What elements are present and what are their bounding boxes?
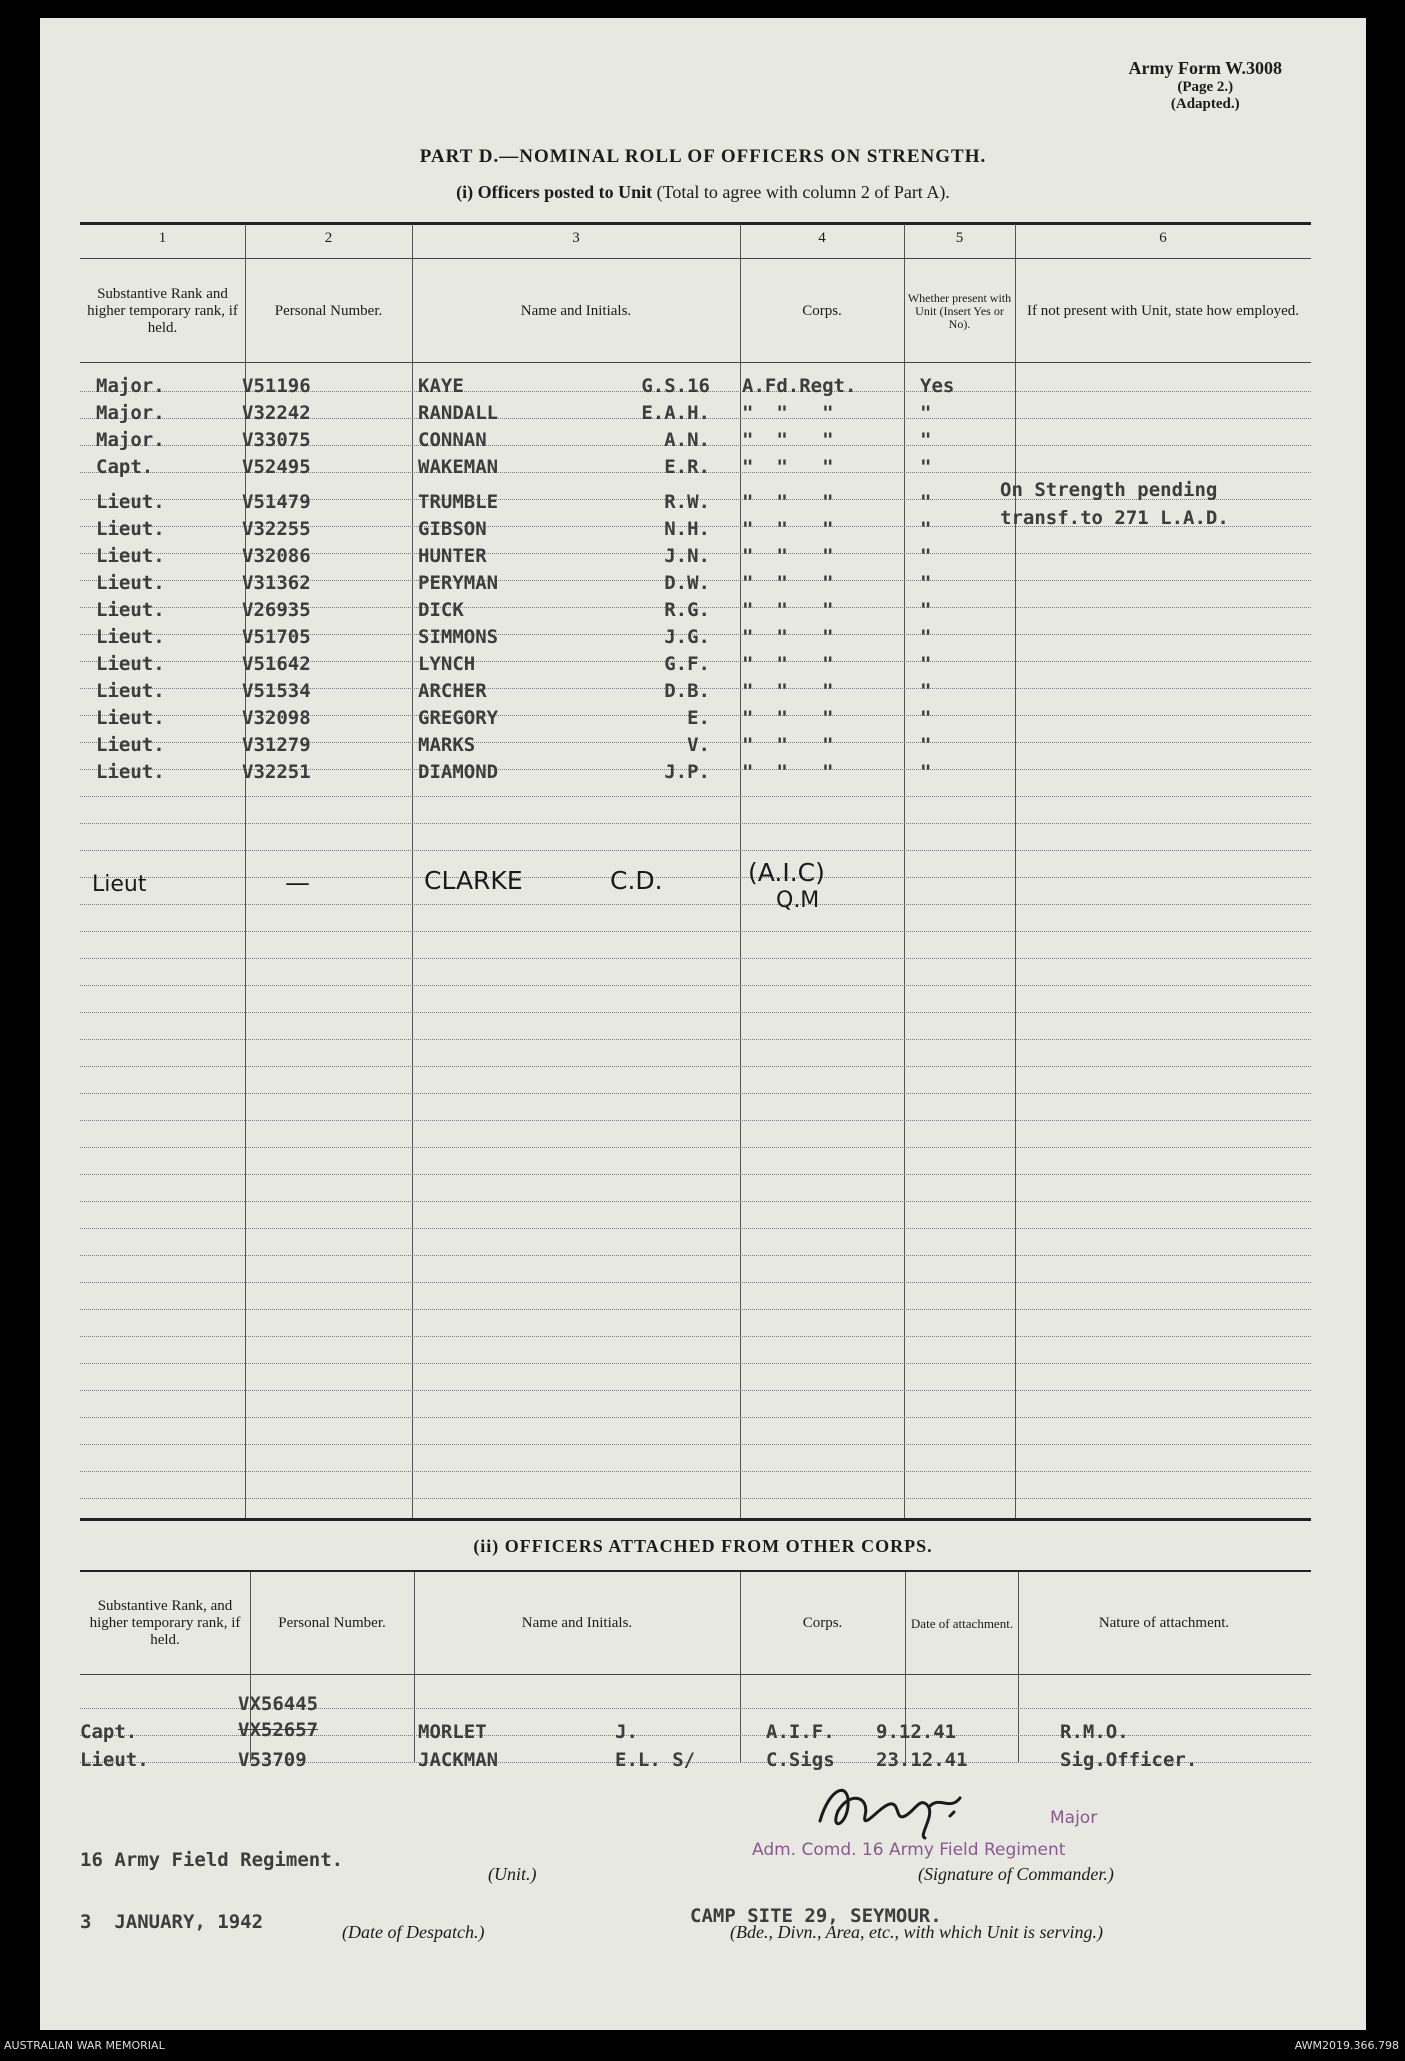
officer-initials: G.S.16 xyxy=(641,375,710,397)
officer-initials: E. xyxy=(687,707,710,729)
officer-initials: V. xyxy=(687,734,710,756)
attached-corps: C.Sigs xyxy=(766,1749,835,1771)
col-header-present: Whether present with Unit (Insert Yes or No). xyxy=(907,290,1012,331)
officer-present: " xyxy=(920,653,932,675)
officer-name: LYNCH xyxy=(418,653,476,675)
officer-rank: Lieut. xyxy=(96,653,165,675)
form-number: Army Form W.3008 xyxy=(1128,58,1282,78)
location-value: CAMP SITE 29, SEYMOUR. xyxy=(690,1905,942,1927)
officer-rank: Major. xyxy=(96,402,165,424)
officer-rank: Lieut. xyxy=(96,491,165,513)
officer-corps: " " " xyxy=(742,707,834,729)
attached-number: VX56445 xyxy=(238,1693,319,1715)
section-divider xyxy=(80,1518,1311,1521)
officer-corps: " " " xyxy=(742,572,834,594)
attached-corps: A.I.F. xyxy=(766,1721,835,1743)
officer-present: Yes xyxy=(920,375,955,397)
officer-number: V52495 xyxy=(242,456,311,478)
employed-note-line-2: transf.to 271 L.A.D. xyxy=(1000,507,1229,529)
officer-corps: " " " xyxy=(742,456,834,478)
officer-number: V32255 xyxy=(242,518,311,540)
officer-rank: Lieut. xyxy=(96,572,165,594)
officer-name: DIAMOND xyxy=(418,761,499,783)
officer-initials: J.G. xyxy=(664,626,710,648)
officer-present: " xyxy=(920,456,932,478)
officer-initials: J.P. xyxy=(664,761,710,783)
officer-number: V51479 xyxy=(242,491,311,513)
archive-reference: AWM2019.366.798 xyxy=(1294,2039,1399,2052)
officer-number: V32086 xyxy=(242,545,311,567)
commander-signature xyxy=(810,1776,980,1846)
officer-corps: A.Fd.Regt. xyxy=(742,375,857,397)
despatch-date-label: (Date of Despatch.) xyxy=(342,1922,485,1942)
officer-initials: N.H. xyxy=(664,518,710,540)
officer-number: V51642 xyxy=(242,653,311,675)
col-header-ii-number: Personal Number. xyxy=(278,1614,386,1631)
handwritten-number: — xyxy=(285,868,310,897)
officer-present: " xyxy=(920,734,932,756)
officer-rank: Major. xyxy=(96,429,165,451)
attached-rank: Capt. xyxy=(80,1721,138,1743)
officer-name: GREGORY xyxy=(418,707,499,729)
col-number: 1 xyxy=(158,230,167,246)
col-header-ii-rank: Substantive Rank, and higher temporary rank, if held. xyxy=(89,1597,241,1648)
col-number: 4 xyxy=(818,230,826,246)
unit-label: (Unit.) xyxy=(488,1864,537,1884)
section-i-title xyxy=(40,182,1366,203)
officer-rank: Lieut. xyxy=(96,599,165,621)
attached-name: JACKMAN xyxy=(418,1749,499,1771)
attached-date: 23.12.41 xyxy=(876,1749,968,1771)
table-top-rule xyxy=(80,222,1311,225)
officer-corps: " " " xyxy=(742,545,834,567)
section-i-title-bold: (i) Officers posted to Unit xyxy=(456,182,653,202)
officer-corps: " " " xyxy=(742,429,834,451)
col-separator xyxy=(414,1572,415,1762)
officer-number: V31279 xyxy=(242,734,311,756)
part-d-title: PART D.—NOMINAL ROLL OF OFFICERS ON STRENGTH. xyxy=(419,146,987,167)
col-header-ii-corps: Corps. xyxy=(802,1614,843,1631)
attached-number: V53709 xyxy=(238,1749,307,1771)
col-header-employed: If not present with Unit, state how employed. xyxy=(1026,302,1300,319)
officer-name: ARCHER xyxy=(418,680,487,702)
officer-name: GIBSON xyxy=(418,518,487,540)
officer-number: V26935 xyxy=(242,599,311,621)
attached-rank: Lieut. xyxy=(80,1749,149,1771)
officer-rank: Lieut. xyxy=(96,545,165,567)
officer-corps: " " " xyxy=(742,491,834,513)
officer-number: V51705 xyxy=(242,626,311,648)
officer-initials: G.F. xyxy=(664,653,710,675)
header-rule xyxy=(80,258,1311,259)
archive-credit: AUSTRALIAN WAR MEMORIAL xyxy=(4,2039,165,2052)
officer-present: " xyxy=(920,491,932,513)
officer-name: RANDALL xyxy=(418,402,499,424)
col-header-number: Personal Number. xyxy=(274,302,383,319)
form-page xyxy=(40,18,1366,2030)
handwritten-rank: Lieut xyxy=(92,872,147,897)
officer-corps: " " " xyxy=(742,680,834,702)
header-bottom-rule xyxy=(80,362,1311,363)
col-header-ii-nature: Nature of attachment. xyxy=(1098,1614,1230,1631)
officer-present: " xyxy=(920,680,932,702)
handwritten-name: CLARKE xyxy=(424,866,523,895)
officer-rank: Major. xyxy=(96,375,165,397)
officer-corps: " " " xyxy=(742,402,834,424)
handwritten-corps: (A.I.C) xyxy=(748,858,825,887)
officer-name: PERYMAN xyxy=(418,572,499,594)
form-identifier xyxy=(1129,58,1282,113)
section-ii-top-rule xyxy=(80,1570,1311,1572)
officer-initials: J.N. xyxy=(664,545,710,567)
officer-present: " xyxy=(920,429,932,451)
officer-number: V51196 xyxy=(242,375,311,397)
form-page-number: (Page 2.) xyxy=(1177,79,1234,95)
stamp-rank: Major xyxy=(1050,1808,1098,1828)
despatch-date-value: 3 JANUARY, 1942 xyxy=(80,1911,264,1933)
officer-present: " xyxy=(920,626,932,648)
officer-present: " xyxy=(920,518,932,540)
col-number: 2 xyxy=(324,230,333,246)
officer-name: SIMMONS xyxy=(418,626,499,648)
attached-initials: J. xyxy=(615,1721,638,1743)
officer-initials: D.B. xyxy=(664,680,710,702)
col-separator xyxy=(1018,1572,1019,1762)
col-number: 3 xyxy=(572,230,580,246)
officer-number: V32242 xyxy=(242,402,311,424)
struck-number: VX52657 xyxy=(238,1719,319,1741)
officer-initials: D.W. xyxy=(664,572,710,594)
col-header-ii-date: Date of attachment. xyxy=(910,1615,1014,1631)
section-i-title-rest: (Total to agree with column 2 of Part A). xyxy=(652,182,950,202)
officer-corps: " " " xyxy=(742,761,834,783)
officer-initials: A.N. xyxy=(664,429,710,451)
officer-number: V51534 xyxy=(242,680,311,702)
form-adapted-note: (Adapted.) xyxy=(1170,96,1240,112)
col-header-ii-name: Name and Initials. xyxy=(521,1614,633,1631)
officer-number: V32098 xyxy=(242,707,311,729)
officer-corps: " " " xyxy=(742,653,834,675)
location-label: (Bde., Divn., Area, etc., with which Unit is serving.) xyxy=(730,1922,1103,1942)
section-ii-title: (ii) OFFICERS ATTACHED FROM OTHER CORPS. xyxy=(473,1536,933,1556)
col-number: 6 xyxy=(1159,230,1167,246)
handwritten-corps-qm: Q.M xyxy=(776,888,820,913)
col-header-name: Name and Initials. xyxy=(520,302,632,319)
attached-nature: R.M.O. xyxy=(1060,1721,1129,1743)
officer-present: " xyxy=(920,572,932,594)
col-header-rank: Substantive Rank and higher temporary rank, if held. xyxy=(87,285,238,336)
officer-name: HUNTER xyxy=(418,545,487,567)
officer-number: V33075 xyxy=(242,429,311,451)
officer-rank: Lieut. xyxy=(96,734,165,756)
officer-present: " xyxy=(920,599,932,621)
officer-present: " xyxy=(920,761,932,783)
officer-corps: " " " xyxy=(742,626,834,648)
employed-note-line-1: On Strength pending xyxy=(1000,479,1218,501)
officer-name: KAYE xyxy=(418,375,464,397)
officer-name: MARKS xyxy=(418,734,476,756)
officer-name: DICK xyxy=(418,599,464,621)
officer-present: " xyxy=(920,707,932,729)
officer-number: V32251 xyxy=(242,761,311,783)
unit-value: 16 Army Field Regiment. xyxy=(80,1849,344,1871)
officer-present: " xyxy=(920,402,932,424)
officer-initials: R.G. xyxy=(664,599,710,621)
section-ii-header-rule xyxy=(80,1674,1311,1675)
attached-nature: Sig.Officer. xyxy=(1060,1749,1198,1771)
officer-rank: Lieut. xyxy=(96,626,165,648)
officer-rank: Lieut. xyxy=(96,707,165,729)
officer-name: CONNAN xyxy=(418,429,487,451)
officer-present: " xyxy=(920,545,932,567)
col-number: 5 xyxy=(955,230,964,246)
officer-initials: E.R. xyxy=(664,456,710,478)
col-separator xyxy=(740,1572,741,1762)
attached-name: MORLET xyxy=(418,1721,487,1743)
officer-rank: Lieut. xyxy=(96,680,165,702)
attached-initials: E.L. S/ xyxy=(615,1749,696,1771)
attached-date: 9.12.41 xyxy=(876,1721,957,1743)
col-header-corps: Corps. xyxy=(802,302,842,319)
officer-initials: R.W. xyxy=(664,491,710,513)
officer-corps: " " " xyxy=(742,518,834,540)
officer-corps: " " " xyxy=(742,599,834,621)
officer-corps: " " " xyxy=(742,734,834,756)
officer-rank: Lieut. xyxy=(96,518,165,540)
officer-initials: E.A.H. xyxy=(641,402,710,424)
officer-name: WAKEMAN xyxy=(418,456,499,478)
officer-rank: Capt. xyxy=(96,456,154,478)
officer-number: V31362 xyxy=(242,572,311,594)
officer-name: TRUMBLE xyxy=(418,491,499,513)
handwritten-initials: C.D. xyxy=(610,866,663,895)
stamp-appointment: Adm. Comd. 16 Army Field Regiment xyxy=(752,1840,1066,1860)
signature-label: (Signature of Commander.) xyxy=(918,1864,1114,1884)
officer-rank: Lieut. xyxy=(96,761,165,783)
